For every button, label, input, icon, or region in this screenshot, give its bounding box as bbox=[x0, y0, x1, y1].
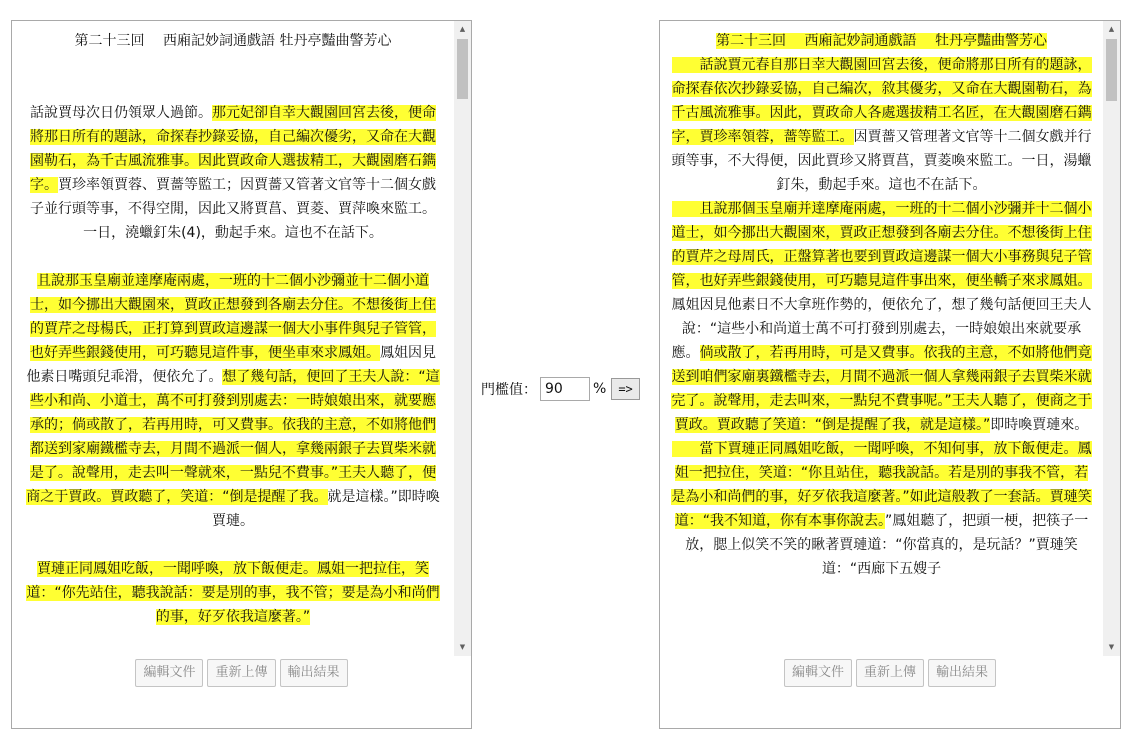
export-result-button[interactable]: 輸出結果 bbox=[280, 659, 348, 687]
edit-file-button[interactable]: 編輯文件 bbox=[784, 659, 852, 687]
scroll-thumb[interactable] bbox=[457, 39, 468, 99]
text-paragraph bbox=[670, 53, 1093, 197]
chapter-title bbox=[26, 29, 440, 53]
source-text-area[interactable] bbox=[12, 21, 454, 656]
matched-segment: 且說那個玉皇廟并達摩庵兩處，一班的十二個小沙彌并十二個小道士，如今挪出大觀園來，賈政正想發到各廟去分住。不想後街上住的賈芹之母周氏，正盤算著也要到賈政這邊謀一個大小事務與兒子管管，也好弄些銀錢使用，可巧聽見這件事出來，便坐轎子來求鳳姐。 bbox=[671, 201, 1092, 289]
scroll-thumb[interactable] bbox=[1106, 39, 1117, 101]
scroll-up-arrow-icon[interactable]: ▲ bbox=[1108, 25, 1115, 33]
text-segment: 第二十三回 西廂記妙詞通戲語 牡丹亭豔曲警芳心 bbox=[74, 33, 392, 49]
target-text-area[interactable] bbox=[660, 21, 1103, 656]
scroll-down-arrow-icon[interactable]: ▼ bbox=[1108, 643, 1115, 651]
matched-segment: 第二十三回 西廂記妙詞通戲語 牡丹亭豔曲警芳心 bbox=[716, 33, 1047, 49]
scroll-down-arrow-icon[interactable]: ▼ bbox=[459, 643, 466, 651]
target-text-panel bbox=[659, 20, 1121, 729]
matched-segment: 想了幾句話，便回了王夫人說：“這些小和尚、小道士，萬不可打發到別處去：一時娘娘出來，就要應承的；倘或散了，若再用時，可又費事。依我的主意，不如將他們都送到家廟鐵檻寺去，月間不過派一個人，拿幾兩銀子去買柴米就是了。說聲用，走去叫一聲就來，一點兒不費事。”王夫人聽了，便商之于賈政。賈政聽了，笑道：“倒是提醒了我。 bbox=[26, 369, 440, 505]
text-paragraph bbox=[670, 437, 1093, 581]
matched-segment: 且說那玉皇廟並達摩庵兩處，一班的十二個小沙彌並十二個小道士，如今挪出大觀園來，賈政正想發到各廟去分住。不想後街上住的賈芹之母楊氏，正打算到賈政這邊謀一個大小事件與兒子管管，也好弄些銀錢使用，可巧聽見這件事，便坐車來求鳳姐。 bbox=[30, 273, 436, 361]
text-segment: 鳳姐因見他素日不大拿班作勢的，便依允了，想了幾句話便回王夫人說：“這些小和尚道士萬不可打發到別處去，一時娘娘出來就要承應。 bbox=[671, 297, 1092, 361]
target-button-row bbox=[660, 659, 1120, 687]
text-segment: ”鳳姐聽了，把頭一梗，把筷子一放，腮上似笑不笑的瞅著賈璉道：“你當真的，是玩話？”賈璉笑道：“西廊下五嫂子 bbox=[685, 513, 1089, 577]
text-paragraph bbox=[26, 269, 440, 533]
compare-arrow-button[interactable]: => bbox=[611, 378, 639, 400]
text-segment: 鳳姐因見他素日嘴頭兒乖滑，便依允了。 bbox=[26, 345, 436, 385]
chapter-title bbox=[670, 29, 1093, 53]
text-segment: 因賈薔又管理著文官等十二個女戲并行頭等事，不大得便，因此賈珍又將賈菖，賈菱喚來監工。一日，湯蠟釘朱，動起手來。這也不在話下。 bbox=[671, 129, 1092, 193]
matched-segment: 倘或散了，若再用時，可是又費事。依我的主意，不如將他們竟送到咱們家廟裏鐵檻寺去，月間不過派一個人拿幾兩銀子去買柴米就完了。說聲用，走去叫來，一點兒不費事呢。”王夫人聽了，便商之于賈政。賈政聽了笑道：“倒是提醒了我，就是這樣。” bbox=[671, 345, 1092, 433]
matched-segment: 話說賈元春自那日幸大觀園回宮去後，便命將那日所有的題詠，命探春依次抄錄妥協，自己編次，敘其優劣，又命在大觀園勒石，為千古風流雅事。因此，賈政命人各處選拔精工名匠，在大觀園磨石鐫字，賈珍率領蓉，薔等監工。 bbox=[671, 57, 1092, 145]
threshold-label: 門檻值： bbox=[481, 382, 537, 398]
text-segment: 話說賈母次日仍領眾人過節。 bbox=[30, 105, 212, 121]
source-button-row bbox=[12, 659, 471, 687]
matched-segment: 那元妃卻自幸大觀園回宮去後，便命將那日所有的題詠，命探春抄錄妥協，自己編次優劣，又命在大觀園勒石，為千古風流雅事。因此賈政命人選拔精工，大觀園磨石鐫字。 bbox=[30, 105, 436, 193]
export-result-button[interactable]: 輸出結果 bbox=[928, 659, 996, 687]
matched-segment: 賈璉正同鳳姐吃飯，一聞呼喚，放下飯便走。鳳姐一把拉住，笑道：“你先站住，聽我說話：要是別的事，我不管；要是為小和尚們的事，好歹依我這麼著。” bbox=[26, 561, 440, 625]
text-segment: 賈珍率領賈蓉、賈薔等監工；因賈薔又管著文官等十二個女戲子並行頭等事，不得空閒，因此又將賈菖、賈菱、賈萍喚來監工。一日，澆蠟釘朱(4)，動起手來。這也不在話下。 bbox=[30, 177, 436, 241]
text-paragraph bbox=[670, 197, 1093, 437]
source-text-panel bbox=[11, 20, 472, 729]
target-scrollbar[interactable] bbox=[1103, 21, 1120, 656]
edit-file-button[interactable]: 編輯文件 bbox=[135, 659, 203, 687]
threshold-unit: % bbox=[593, 381, 607, 397]
text-paragraph bbox=[26, 557, 440, 629]
source-scrollbar[interactable] bbox=[454, 21, 471, 656]
reupload-button[interactable]: 重新上傳 bbox=[856, 659, 924, 687]
threshold-input[interactable] bbox=[540, 377, 590, 401]
scroll-up-arrow-icon[interactable]: ▲ bbox=[459, 25, 466, 33]
reupload-button[interactable]: 重新上傳 bbox=[207, 659, 275, 687]
matched-segment: 當下賈璉正同鳳姐吃飯，一聞呼喚，不知何事，放下飯便走。鳳姐一把拉住，笑道：“你且站住，聽我說話。若是別的事我不管，若是為小和尚們的事，好歹依我這麼著。”如此這般教了一套話。賈璉笑道：“我不知道，你有本事你說去。 bbox=[671, 441, 1092, 529]
text-segment: 即時喚賈璉來。 bbox=[990, 417, 1089, 433]
text-paragraph bbox=[26, 101, 440, 245]
text-segment: 就是這樣。”即時喚賈璉。 bbox=[212, 489, 440, 529]
threshold-control bbox=[481, 376, 640, 402]
